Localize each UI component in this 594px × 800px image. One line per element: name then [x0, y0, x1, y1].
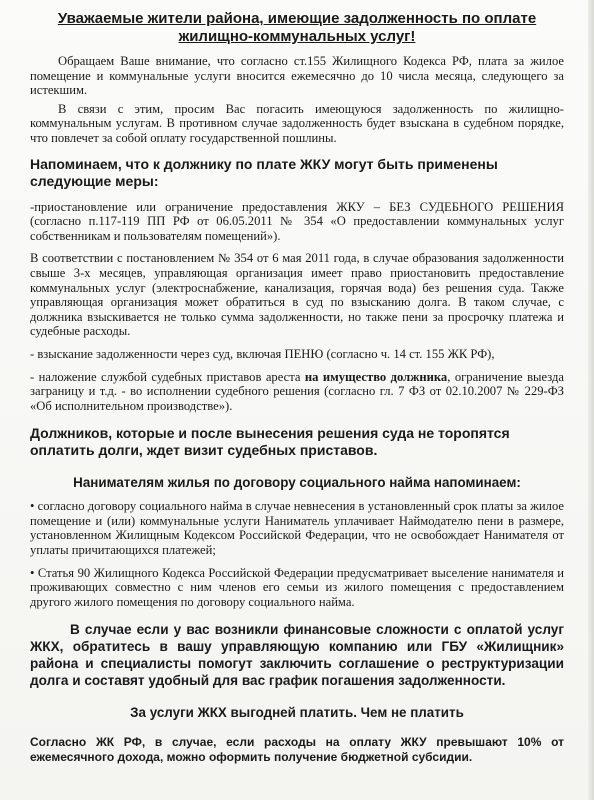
- measure-court-recovery: - взыскание задолженности через суд, включая ПЕНЮ (согласно ч. 14 ст. 155 ЖК РФ),: [30, 346, 495, 361]
- subsidy-paragraph: Согласно ЖК РФ, в случае, если расходы на оплату ЖКУ превышают 10% от ежемесячного дохода, можно оформить получение бюджетной субсидии.: [30, 735, 564, 765]
- measure-arrest-end: , ограничение выезда заграницу и т.д. - во исполнении судебного решения (согласно гл. 7 ФЗ от 02.10.2007 № 229-ФЗ «Об исполнительном производстве»).: [30, 369, 564, 413]
- difficulties-paragraph: В случае если у вас возникли финансовые сложности с оплатой услуг ЖКХ, обратитесь в вашу управляющую компанию или ГБУ «Жилищник» района и специалисты помогут заключить соглашение о реструктуризации долга и составят удобный для вас график погашения задолженности.: [30, 622, 564, 689]
- measure-arrest: [30, 370, 564, 414]
- measure-arrest-start: - наложение службой судебных приставов ареста: [30, 369, 305, 384]
- scan-edge-shadow: [588, 0, 594, 800]
- tenants-heading: Нанимателям жилья по договору социального найма напоминаем:: [73, 475, 521, 491]
- notice-title: Уважаемые жители района, имеющие задолженность по оплате жилищно-коммунальных услуг!: [57, 10, 537, 45]
- measure-suspension: -приостановление или ограничение предоставления ЖКУ – БЕЗ СУДЕБНОГО РЕШЕНИЯ (согласно п.117-119 ПП РФ от 06.05.2011 № 354 «О предоставлении коммунальных услуг собственникам и пользователям помещений»).: [30, 199, 564, 243]
- tenant-point-penalty: • согласно договору социального найма в случае невнесения в установленный срок платы за жилое помещение и (или) коммунальные услуги Наниматель уплачивает Наймодателю пени в размере, установленном Жилищным Кодексом Российской Федерации, что не освобождает Нанимателя от уплаты причитающихся платежей;: [30, 499, 564, 558]
- measures-heading: Напоминаем, что к должнику по плате ЖКУ могут быть применены следующие меры:: [30, 155, 498, 189]
- measure-arrest-bold: на имущество должника: [304, 369, 448, 384]
- profitable-heading: За услуги ЖКХ выгодней платить. Чем не платить: [130, 705, 464, 721]
- intro-paragraph-1: Обращаем Ваше внимание, что согласно ст.155 Жилищного Кодекса РФ, плата за жилое помещение и коммунальные услуги вносится ежемесячно до 10 числа месяца, следующего за истекшим.: [30, 54, 564, 98]
- resolution-paragraph: В соответствии с постановлением № 354 от 6 мая 2011 года, в случае образования задолженности свыше 3-х месяцев, управляющая организация имеет право приостановить предоставление коммунальных услуг (электроснабжение, канализация, горячая вода) без решения суда. Также управляющая организация может обратиться в суд по взысканию долга. В таком случае, с должника взыскивается не только сумма задолженности, но также пени за просрочку платежа и судебные расходы.: [30, 251, 564, 339]
- intro-paragraph-2: В связи с этим, просим Вас погасить имеющуюся задолженность по жилищно-коммунальным услугам. В противном случае задолженность будет взыскана в судебном порядке, что повлечет за собой оплату государственной пошлины.: [30, 101, 564, 145]
- bailiffs-warning: Должников, которые и после вынесения решения суда не торопятся оплатить долги, ждет визит судебных приставов.: [30, 425, 510, 459]
- tenant-point-eviction: • Статья 90 Жилищного Кодекса Российской Федерации предусматривает выселение нанимателя и проживающих совместно с ним членов его семьи из жилого помещения с предоставлением другого жилого помещения по договору социального найма.: [30, 565, 564, 609]
